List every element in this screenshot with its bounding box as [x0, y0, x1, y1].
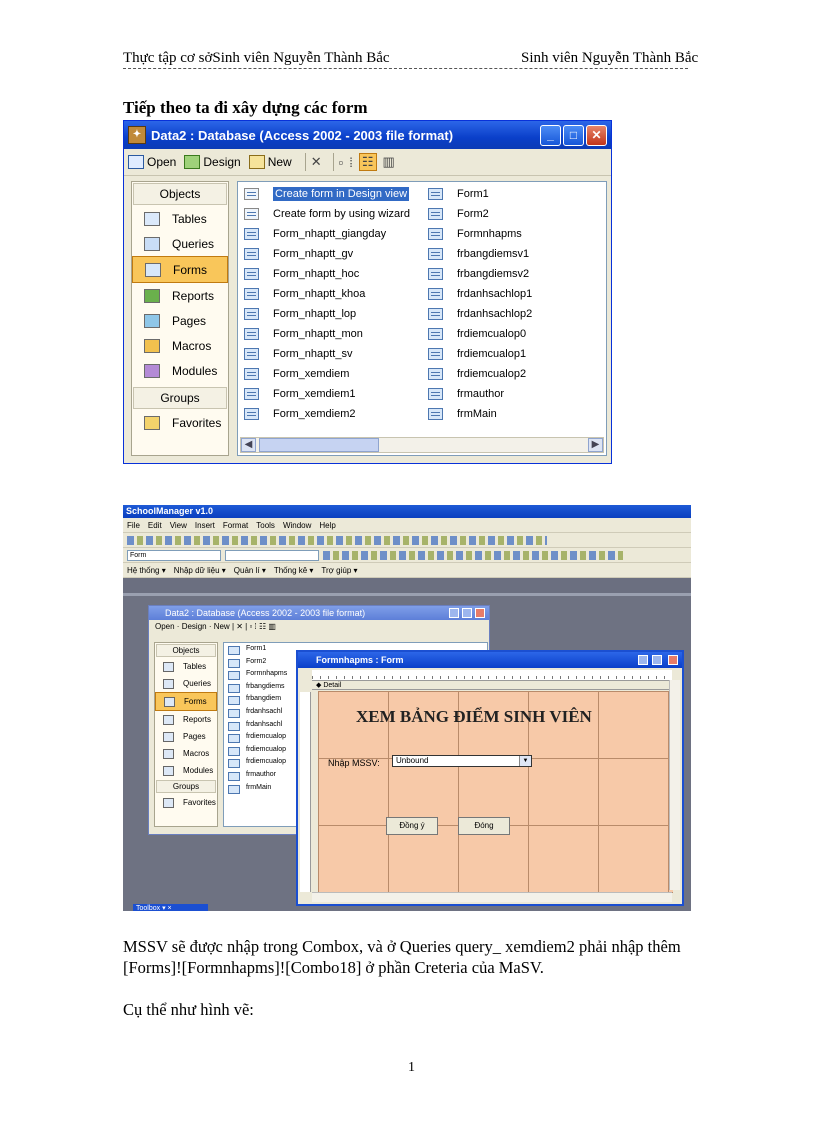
form-icon	[428, 268, 443, 280]
object-combo[interactable]: Form	[127, 550, 221, 561]
object-label: Modules	[172, 363, 218, 378]
form-design-grid[interactable]	[318, 691, 673, 893]
form-icon	[428, 388, 443, 400]
form-list-item[interactable]	[428, 184, 532, 204]
close-button[interactable]: ✕	[586, 125, 607, 146]
object-item[interactable]: Queries	[155, 675, 217, 692]
custom-menu-item[interactable]: Thống kê ▾	[273, 565, 314, 575]
app-titlebar: SchoolManager v1.0	[123, 505, 691, 518]
object-reports[interactable]	[132, 283, 228, 308]
minimize-icon[interactable]	[449, 608, 459, 618]
custom-menu-bar	[123, 563, 691, 578]
form-list-item[interactable]: frdanhsachl	[224, 706, 487, 719]
favorites-folder-icon	[144, 416, 160, 430]
design-icon	[184, 155, 200, 169]
form-window-titlebar[interactable]	[298, 652, 682, 668]
form-list-item[interactable]	[244, 284, 410, 304]
menu-item[interactable]: Tools	[256, 520, 275, 530]
form-list-item-label: frmMain	[457, 408, 497, 420]
form-list-item[interactable]: frmauthor	[224, 769, 487, 782]
main-toolbar	[123, 533, 691, 548]
toolbar-icons[interactable]	[127, 536, 547, 545]
forms-list-column-1	[244, 184, 410, 424]
new-button[interactable]	[249, 155, 292, 169]
form-icon	[244, 308, 259, 320]
section-heading: Tiếp theo ta đi xây dựng các form	[123, 98, 368, 117]
menu-item[interactable]: File	[127, 520, 140, 530]
delete-icon[interactable]: ✕	[310, 154, 322, 169]
form-icon	[244, 408, 259, 420]
form-icon	[428, 248, 443, 260]
form-list-item[interactable]	[244, 204, 410, 224]
object-label: Pages	[172, 313, 207, 328]
maximize-icon[interactable]	[462, 608, 472, 618]
form-list-item[interactable]	[428, 224, 532, 244]
form-icon	[244, 388, 259, 400]
toolbar-separator	[333, 153, 334, 171]
form-list-item-label: frmauthor	[457, 388, 505, 400]
form-list-item-label: frdiemcualop0	[457, 328, 527, 340]
form-list-item-label: Form_xemdiem	[273, 368, 350, 380]
format-icons[interactable]	[323, 551, 623, 560]
form-list-item[interactable]	[244, 304, 410, 324]
object-label: Queries	[172, 236, 215, 251]
minimize-icon[interactable]	[638, 655, 648, 665]
object-modules[interactable]	[132, 358, 228, 383]
new-button[interactable]: New	[213, 622, 230, 631]
maximize-button[interactable]: □	[563, 125, 584, 146]
menu-item[interactable]: Window	[282, 520, 312, 530]
group-item[interactable]: Favorites	[155, 794, 217, 811]
form-list-item[interactable]: frmMain	[224, 782, 487, 795]
object-label: Macros	[172, 338, 212, 353]
menu-item[interactable]: View	[169, 520, 187, 530]
scroll-right-icon[interactable]: ▶	[588, 438, 603, 452]
header-left: Thực tập cơ sởSinh viên Nguyễn Thành Bắc	[123, 50, 390, 66]
macro-icon	[144, 339, 160, 353]
form-list-item-label: Form_nhaptt_sv	[273, 348, 353, 360]
form-list-item-label: frdanhsachlop1	[457, 288, 533, 300]
form-list-item[interactable]	[428, 384, 532, 404]
object-item[interactable]: Macros	[155, 745, 217, 762]
horizontal-scrollbar[interactable]	[312, 892, 672, 902]
schoolmanager-screenshot	[123, 505, 691, 911]
form-icon	[428, 408, 443, 420]
object-label: Reports	[172, 288, 215, 303]
query-icon	[144, 237, 160, 251]
objects-group-header[interactable]: Objects	[133, 183, 227, 205]
open-button[interactable]	[128, 155, 176, 169]
form-list-item[interactable]: Form2	[224, 656, 487, 669]
forms-list	[237, 181, 607, 456]
object-item[interactable]: Forms	[155, 692, 217, 711]
form-icon	[428, 328, 443, 340]
close-icon[interactable]	[475, 608, 485, 618]
database-window	[123, 120, 612, 464]
form-icon	[428, 308, 443, 320]
menu-item[interactable]: Insert	[194, 520, 215, 530]
header-divider	[123, 68, 688, 69]
form-list-item[interactable]: frdanhsachl	[224, 719, 487, 732]
form-list-item[interactable]	[244, 384, 410, 404]
close-icon[interactable]	[668, 655, 678, 665]
form-icon	[145, 263, 161, 277]
form-list-item[interactable]: frdiemcualop	[224, 731, 487, 744]
form-list-item-label: Form_nhaptt_mon	[273, 328, 363, 340]
form-list-item-label: Form_xemdiem1	[273, 388, 356, 400]
custom-menu-item[interactable]: Quản lí ▾	[233, 565, 266, 575]
form-list-item[interactable]	[428, 344, 532, 364]
forms-list-column-2	[428, 184, 532, 424]
ok-button[interactable]: Đồng ý	[386, 817, 438, 835]
small-icons-icon[interactable]: ⁞	[349, 154, 353, 170]
form-icon	[428, 208, 443, 220]
form-icon	[244, 288, 259, 300]
open-icon	[128, 155, 144, 169]
form-list-item-label: frdiemcualop2	[457, 368, 527, 380]
form-list-item[interactable]	[428, 304, 532, 324]
group-header[interactable]: Objects	[156, 644, 216, 657]
form-list-item[interactable]: frbangdiems	[224, 681, 487, 694]
horizontal-ruler	[312, 670, 672, 681]
form-list-item[interactable]	[244, 364, 410, 384]
large-icons-icon[interactable]: ▫	[338, 154, 344, 170]
form-list-item[interactable]	[244, 324, 410, 344]
custom-menu-item[interactable]: Trợ giúp ▾	[321, 565, 358, 575]
font-combo[interactable]	[225, 550, 319, 561]
db-window-small-titlebar[interactable]	[149, 606, 489, 620]
groups-header[interactable]: Groups	[133, 387, 227, 409]
paragraph-2: Cụ thể như hình vẽ:	[123, 1000, 254, 1019]
window-title: Data2 : Database (Access 2002 - 2003 file format)	[151, 127, 454, 143]
design-button[interactable]: Design	[181, 622, 207, 631]
vertical-ruler	[300, 692, 311, 892]
form-list-item[interactable]	[244, 224, 410, 244]
custom-menu-item[interactable]: Nhập dữ liệu ▾	[173, 565, 226, 575]
db-window-small-title: Data2 : Database (Access 2002 - 2003 file format)	[165, 608, 366, 618]
form-icon	[244, 248, 259, 260]
form-list-item[interactable]: frdiemcualop	[224, 744, 487, 757]
form-list-item-label: Form_nhaptt_hoc	[273, 268, 360, 280]
form-list-item[interactable]: frdiemcualop	[224, 756, 487, 769]
form-title-label[interactable]: XEM BẢNG ĐIỂM SINH VIÊN	[356, 707, 592, 726]
database-window-titlebar[interactable]	[124, 121, 611, 149]
form-list-item[interactable]	[244, 264, 410, 284]
header-right: Sinh viên Nguyễn Thành Bắc	[521, 50, 699, 66]
module-icon	[144, 364, 160, 378]
form-list-item[interactable]: frbangdiem	[224, 693, 487, 706]
object-queries[interactable]	[132, 231, 228, 256]
object-item[interactable]: Pages	[155, 728, 217, 745]
form-list-item[interactable]: Form1	[224, 643, 487, 656]
form-list-item-label: Form1	[457, 188, 489, 200]
form-icon	[244, 328, 259, 340]
form-icon	[428, 348, 443, 360]
detail-section-bar[interactable]: ◆ Detail	[312, 681, 672, 690]
form-list-item[interactable]	[428, 204, 532, 224]
minimize-button[interactable]: _	[540, 125, 561, 146]
scroll-left-icon[interactable]: ◀	[241, 438, 256, 452]
new-label: New	[267, 155, 292, 169]
form-list-item-label: Form_nhaptt_lop	[273, 308, 357, 320]
form-icon	[244, 228, 259, 240]
form-icon	[428, 188, 443, 200]
form-icon	[428, 288, 443, 300]
object-pages[interactable]	[132, 308, 228, 333]
object-item[interactable]: Reports	[155, 711, 217, 728]
menu-bar	[123, 518, 691, 533]
mssv-label[interactable]: Nhập MSSV:	[328, 758, 380, 768]
form-list-item-label: frdanhsachlop2	[457, 308, 533, 320]
form-design-window	[296, 650, 684, 906]
close-form-button[interactable]: Đóng	[458, 817, 510, 835]
form-icon	[244, 368, 259, 380]
design-label: Design	[203, 155, 241, 169]
form-list-item[interactable]	[244, 404, 410, 424]
object-label: Tables	[172, 211, 207, 226]
form-list-item-label: Form_xemdiem2	[273, 408, 356, 420]
chevron-down-icon[interactable]: ▼	[519, 756, 531, 766]
db-window-small-toolbar: Open · Design · New | ✕ | ▫ ⁞ ☷ ▥	[155, 622, 276, 631]
object-item[interactable]: Modules	[155, 762, 217, 779]
form-icon	[244, 208, 259, 220]
form-list-item[interactable]	[428, 244, 532, 264]
form-list-item[interactable]	[428, 284, 532, 304]
list-view-icon[interactable]: ☷	[359, 153, 377, 171]
form-list-item[interactable]	[428, 324, 532, 344]
toolbar-separator	[305, 153, 306, 171]
group-favorites[interactable]	[132, 410, 228, 435]
open-label: Open	[147, 155, 177, 169]
paragraph: MSSV sẽ được nhập trong Combox, và ở Queries query_ xemdiem2 phải nhập thêm [Forms]![Formnhapms]![Combo18] ở phần Creteria của MaSV.	[123, 937, 681, 977]
open-button[interactable]: Open	[155, 622, 175, 631]
object-tables[interactable]	[132, 206, 228, 231]
group-header[interactable]: Groups	[156, 780, 216, 793]
new-icon	[249, 155, 265, 169]
form-icon	[244, 348, 259, 360]
form-list-item[interactable]	[428, 264, 532, 284]
form-list-item[interactable]: Formnhapms	[224, 668, 487, 681]
form-list-item-label: Create form by using wizard	[273, 208, 410, 220]
form-list-item[interactable]	[244, 184, 410, 204]
object-macros[interactable]	[132, 333, 228, 358]
section-label: Detail	[323, 682, 342, 689]
object-forms[interactable]	[132, 256, 228, 283]
form-list-item-label: frdiemcualop1	[457, 348, 527, 360]
form-list-item-label: frbangdiemsv2	[457, 268, 530, 280]
menu-item[interactable]: Format	[222, 520, 249, 530]
form-list-item-label: Form_nhaptt_khoa	[273, 288, 366, 300]
form-list-item[interactable]	[244, 344, 410, 364]
form-list-item[interactable]	[244, 244, 410, 264]
group-label: Favorites	[172, 415, 222, 430]
form-window-title: Formnhapms : Form	[316, 655, 404, 665]
form-list-item-label: frbangdiemsv1	[457, 248, 530, 260]
formatting-toolbar	[123, 548, 691, 563]
scroll-thumb[interactable]	[259, 438, 379, 452]
form-list-item-label: Form_nhaptt_gv	[273, 248, 354, 260]
database-toolbar	[124, 149, 611, 176]
form-list-item-label: Form2	[457, 208, 489, 220]
mssv-combobox[interactable]	[392, 755, 532, 767]
menu-item[interactable]: Help	[319, 520, 336, 530]
vertical-scrollbar[interactable]	[669, 680, 680, 890]
form-list-item-label: Form_nhaptt_giangday	[273, 228, 387, 240]
maximize-icon[interactable]	[652, 655, 662, 665]
toolbox-bar[interactable]: Toolbox ▾ ×	[133, 904, 208, 911]
form-icon	[244, 268, 259, 280]
table-icon	[144, 212, 160, 226]
form-list-item[interactable]	[428, 364, 532, 384]
object-item[interactable]: Tables	[155, 658, 217, 675]
form-list-item[interactable]	[428, 404, 532, 424]
form-icon	[428, 368, 443, 380]
form-icon	[244, 188, 259, 200]
horizontal-scrollbar[interactable]	[240, 437, 604, 453]
objects-panel	[131, 181, 229, 456]
form-icon	[428, 228, 443, 240]
form-list-item-label: Create form in Design view	[275, 188, 408, 200]
access-icon: ✦	[128, 126, 146, 144]
design-button[interactable]	[184, 155, 240, 169]
form-list-item-label: Formnhapms	[457, 228, 522, 240]
objects-panel-small	[154, 642, 218, 827]
details-view-icon[interactable]: ▥	[382, 154, 395, 169]
page-number: 1	[408, 1060, 415, 1075]
custom-menu-item[interactable]: Hệ thống ▾	[127, 565, 166, 575]
combobox-value: Unbound	[396, 756, 429, 765]
report-icon	[144, 289, 160, 303]
object-label: Forms	[173, 262, 207, 277]
page-icon	[144, 314, 160, 328]
menu-item[interactable]: Edit	[147, 520, 162, 530]
